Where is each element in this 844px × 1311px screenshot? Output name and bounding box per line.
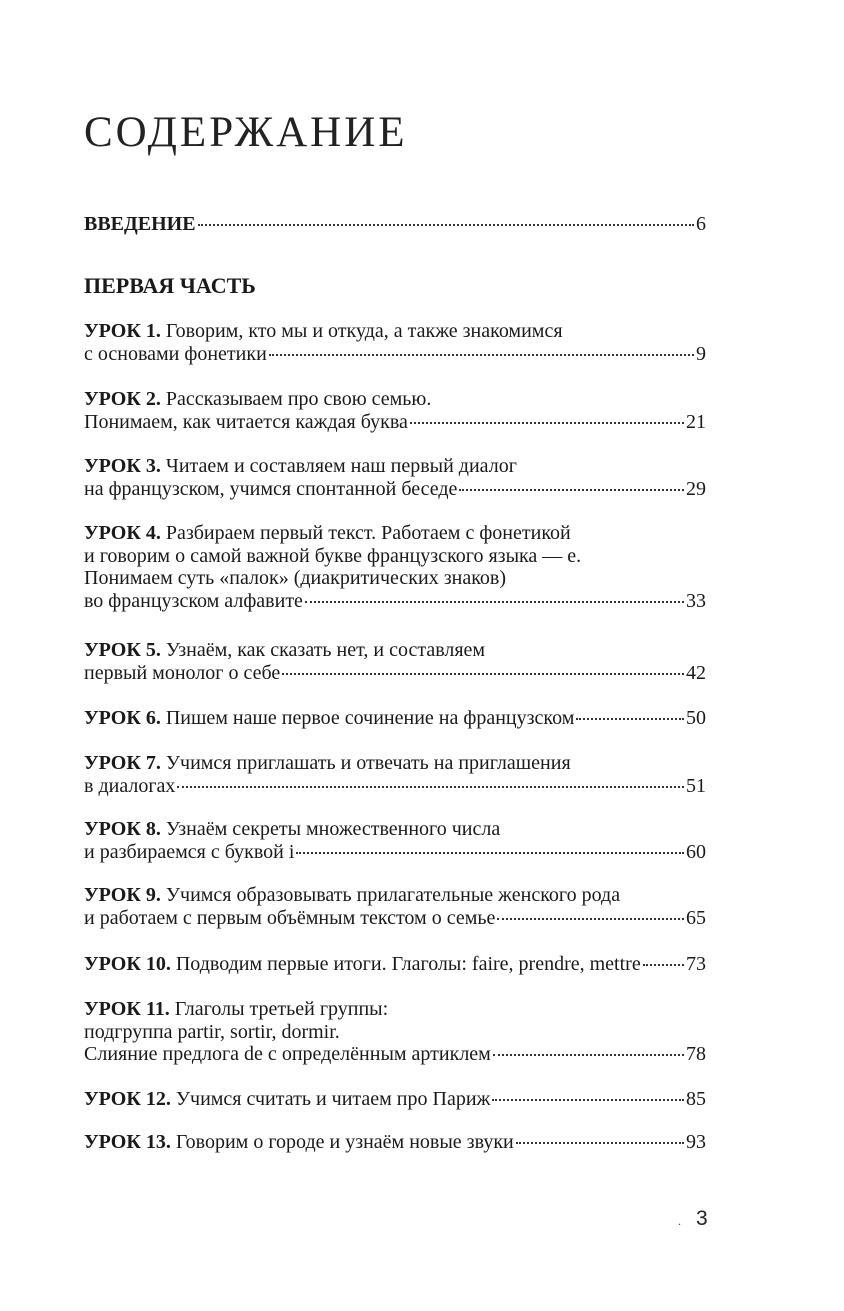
toc-entry-line [84, 707, 706, 730]
toc-entry-text: во французском алфавите [84, 589, 303, 612]
toc-lesson-label: УРОК 9. [84, 884, 161, 906]
dot-leader [198, 223, 694, 226]
toc-entry-line [84, 775, 706, 798]
toc-lesson-label: УРОК 3. [84, 455, 161, 477]
toc-entry-text: Учимся образовывать прилагательные женского рода [165, 884, 621, 906]
toc-entry-line [84, 752, 706, 775]
toc-page-number: 73 [686, 953, 706, 975]
toc-page-number: 78 [686, 1043, 706, 1065]
toc-entry-line [84, 818, 706, 841]
dot-leader [410, 421, 684, 424]
toc-entry-text: Узнаём секреты множественного числа [165, 818, 501, 840]
dot-leader [497, 917, 684, 920]
toc-entry-text: Понимаем суть «палок» (диакритических знаков) [84, 567, 507, 589]
toc-entry-line [84, 1131, 706, 1154]
toc-entry-text: на французском, учимся спонтанной беседе [84, 477, 458, 500]
toc-entry-text: Говорим о городе и узнаём новые звуки [175, 1131, 514, 1153]
dot-leader [305, 600, 684, 603]
toc-entry[interactable] [84, 752, 706, 797]
toc-intro-entry[interactable] [84, 213, 706, 236]
toc-page-number: 21 [686, 410, 706, 433]
toc-entry-line [84, 522, 706, 545]
toc-entry-line [84, 1043, 706, 1066]
dot-leader [493, 1053, 684, 1056]
dot-leader [516, 1141, 684, 1144]
dot-leader [459, 488, 684, 491]
toc-page-number: 29 [686, 477, 706, 500]
toc-entry-line [84, 455, 706, 478]
toc-entry-line [84, 320, 706, 343]
toc-entry-text: Слияние предлога de с определённым артиклем [84, 1043, 491, 1065]
toc-entry[interactable] [84, 998, 706, 1066]
dot-leader [643, 963, 684, 966]
dot-leader [282, 672, 684, 675]
toc-page-number: 51 [686, 774, 706, 797]
toc-entry[interactable] [84, 320, 706, 365]
toc-lesson-label: УРОК 13. [84, 1131, 171, 1153]
toc-lesson-label: УРОК 12. [84, 1088, 171, 1110]
toc-page-number: 33 [686, 589, 706, 612]
toc-entry-text: Рассказываем про свою семью. [165, 388, 432, 410]
toc-entry[interactable] [84, 388, 706, 433]
toc-entry-text: и говорим о самой важной букве французского языка — e. [84, 544, 582, 567]
toc-lesson-label: УРОК 7. [84, 752, 161, 774]
toc-entry[interactable] [84, 884, 706, 929]
page-number: 3 [696, 1207, 708, 1230]
toc-entry-line [84, 639, 706, 662]
toc-entry-line [84, 841, 706, 864]
dot-leader [492, 1098, 684, 1101]
toc-entry-line [84, 662, 706, 685]
toc-entry-line [84, 953, 706, 976]
toc-lesson-label: УРОК 6. [84, 707, 161, 729]
toc-entry[interactable] [84, 639, 706, 684]
dot-leader [177, 785, 684, 788]
toc-entry[interactable] [84, 1088, 706, 1111]
toc-entry-text: Глаголы третьей группы: [174, 998, 389, 1020]
toc-page-number: 93 [686, 1131, 706, 1153]
toc-entry-text: Учимся считать и читаем про Париж [175, 1088, 491, 1110]
toc-entry[interactable] [84, 707, 706, 730]
toc-entry-line [84, 343, 706, 366]
toc-entry-line [84, 590, 706, 613]
toc-lesson-label: УРОК 1. [84, 320, 161, 342]
dot-leader [269, 353, 694, 356]
page-mark: . [678, 1214, 681, 1228]
toc-entry-text: Разбираем первый текст. Работаем с фонетикой [165, 522, 571, 544]
toc-page-number: 6 [696, 213, 706, 235]
toc-entry[interactable] [84, 818, 706, 863]
toc-entry-text: Говорим, кто мы и откуда, а также знакомимся [165, 320, 563, 342]
page-title: СОДЕРЖАНИЕ [84, 109, 408, 156]
toc-entry-text: и работаем с первым объёмным текстом о семье [84, 906, 496, 929]
toc-lesson-label: УРОК 11. [84, 998, 170, 1020]
toc-page-number: 85 [686, 1088, 706, 1110]
toc-entry-text: подгруппа partir, sortir, dormir. [84, 1020, 340, 1043]
toc-entry-text: Подводим первые итоги. Глаголы: faire, prendre, mettre [175, 953, 641, 975]
toc-entry-line [84, 567, 706, 590]
toc-lesson-label: УРОК 4. [84, 522, 161, 544]
toc-entry[interactable] [84, 455, 706, 500]
toc-entry[interactable] [84, 522, 706, 612]
toc-page-number: 60 [686, 840, 706, 863]
part-heading: ПЕРВАЯ ЧАСТЬ [84, 273, 256, 298]
toc-lesson-label: УРОК 2. [84, 388, 161, 410]
dot-leader [576, 717, 684, 720]
toc-entry-line [84, 1088, 706, 1111]
toc-entry-text: и разбираемся с буквой i [84, 840, 295, 863]
toc-page-number: 9 [696, 342, 706, 365]
toc-intro-label: ВВЕДЕНИЕ [84, 213, 196, 235]
toc-page-number: 50 [686, 707, 706, 729]
toc-entry-text: первый монолог о себе [84, 661, 281, 684]
toc-lesson-label: УРОК 5. [84, 639, 161, 661]
toc-entry-text: Пишем наше первое сочинение на французском [165, 707, 575, 729]
toc-entry-line [84, 388, 706, 411]
toc-entry-line [84, 998, 706, 1021]
toc-entry-line [84, 1021, 706, 1044]
toc-entry-line [84, 884, 706, 907]
toc-page-number: 42 [686, 661, 706, 684]
toc-entry-text: Понимаем, как читается каждая буква [84, 410, 408, 433]
toc-entry-text: в диалогах [84, 774, 176, 797]
toc-entry-text: с основами фонетики [84, 342, 267, 365]
toc-entry[interactable] [84, 953, 706, 976]
toc-entry-text: Читаем и составляем наш первый диалог [165, 455, 517, 477]
toc-entry-line [84, 545, 706, 568]
toc-entry-line [84, 907, 706, 930]
toc-entry[interactable] [84, 1131, 706, 1154]
toc-lesson-label: УРОК 10. [84, 953, 171, 975]
toc-entry-text: Учимся приглашать и отвечать на приглашения [165, 752, 571, 774]
toc-entry-line [84, 478, 706, 501]
toc-lesson-label: УРОК 8. [84, 818, 161, 840]
toc-entry-line [84, 411, 706, 434]
toc-page-number: 65 [686, 906, 706, 929]
dot-leader [296, 851, 684, 854]
toc-entry-text: Узнаём, как сказать нет, и составляем [165, 639, 486, 661]
